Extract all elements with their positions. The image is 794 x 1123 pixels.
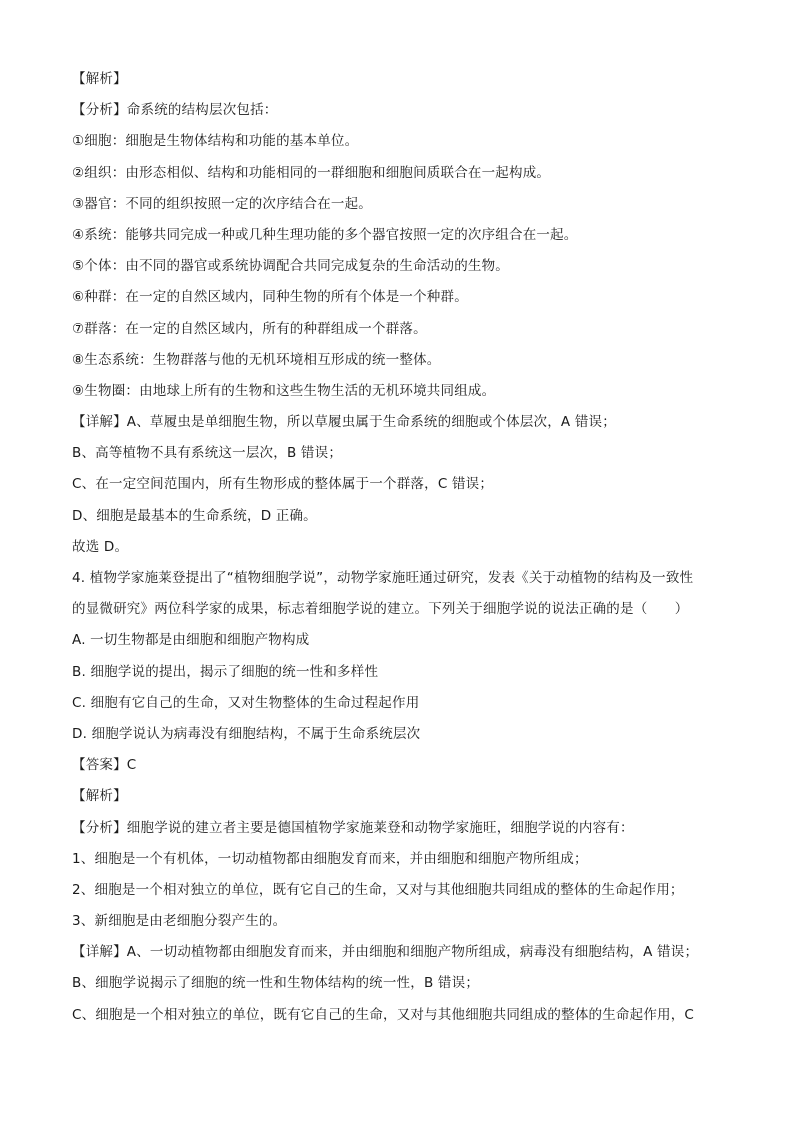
document-page [72, 64, 732, 1031]
option-b: B. 细胞学说的提出，揭示了细胞的统一性和多样性 [72, 663, 379, 680]
list-item: 3、新细胞是由老细胞分裂产生的。 [72, 913, 287, 930]
option-c: C. 细胞有它自己的生命，又对生物整体的生命过程起作用 [72, 694, 420, 711]
paragraph-line: 【分析】细胞学说的建立者主要是德国植物学家施莱登和动物学家施旺，细胞学说的内容有： [72, 819, 634, 836]
list-item: ①细胞：细胞是生物体结构和功能的基本单位。 [72, 133, 359, 150]
question-stem: 4. 植物学家施莱登提出了“植物细胞学说”，动物学家施旺通过研究，发表《关于动植物的结构及一致性 [72, 570, 694, 586]
list-item: 1、细胞是一个有机体，一切动植物都由细胞发育而来，并由细胞和细胞产物所组成； [72, 850, 588, 867]
list-item: ⑦群落：在一定的自然区域内，所有的种群组成一个群落。 [72, 320, 427, 337]
list-item: ⑤个体：由不同的器官或系统协调配合共同完成复杂的生命活动的生物。 [72, 258, 510, 275]
option-d: D. 细胞学说认为病毒没有细胞结构，不属于生命系统层次 [72, 725, 421, 742]
list-item: ③器官：不同的组织按照一定的次序结合在一起。 [72, 195, 373, 212]
list-item: 2、细胞是一个相对独立的单位，既有它自己的生命，又对与其他细胞共同组成的整体的生命起作用； [72, 881, 684, 898]
paragraph-line: B、高等植物不具有系统这一层次，B 错误； [72, 445, 343, 462]
list-item: ②组织：由形态相似、结构和功能相同的一群细胞和细胞间质联合在一起构成。 [72, 164, 551, 181]
answer-line: 【答案】C [72, 757, 137, 774]
heading-analysis: 【解析】 [72, 71, 127, 87]
paragraph-line: 【分析】命系统的结构层次包括： [72, 102, 278, 119]
list-item: ④系统：能够共同完成一种或几种生理功能的多个器官按照一定的次序组合在一起。 [72, 226, 578, 243]
paragraph-line: 【详解】A、草履虫是单细胞生物，所以草履虫属于生命系统的细胞或个体层次，A 错误； [72, 414, 616, 431]
paragraph-line: C、在一定空间范围内，所有生物形成的整体属于一个群落，C 错误； [72, 476, 494, 493]
paragraph-line: C、细胞是一个相对独立的单位，既有它自己的生命，又对与其他细胞共同组成的整体的生命起作用，C [72, 1006, 695, 1023]
heading-analysis: 【解析】 [72, 788, 127, 805]
paragraph-line: 【详解】A、一切动植物都由细胞发育而来，并由细胞和细胞产物所组成，病毒没有细胞结构，A 错误； [72, 944, 699, 961]
option-a: A. 一切生物都是由细胞和细胞产物构成 [72, 632, 310, 649]
list-item: ⑨生物圈：由地球上所有的生物和这些生物生活的无机环境共同组成。 [72, 382, 496, 399]
paragraph-line: 故选 D。 [72, 538, 129, 555]
question-stem: 的显微研究》两位科学家的成果，标志着细胞学说的建立。下列关于细胞学说的说法正确的是（ ） [72, 601, 689, 618]
paragraph-line: D、细胞是最基本的生命系统，D 正确。 [72, 507, 317, 524]
list-item: ⑧生态系统：生物群落与他的无机环境相互形成的统一整体。 [72, 351, 441, 368]
paragraph-line: B、细胞学说揭示了细胞的统一性和生物体结构的统一性，B 错误； [72, 975, 480, 992]
list-item: ⑥种群：在一定的自然区域内，同种生物的所有个体是一个种群。 [72, 289, 468, 306]
